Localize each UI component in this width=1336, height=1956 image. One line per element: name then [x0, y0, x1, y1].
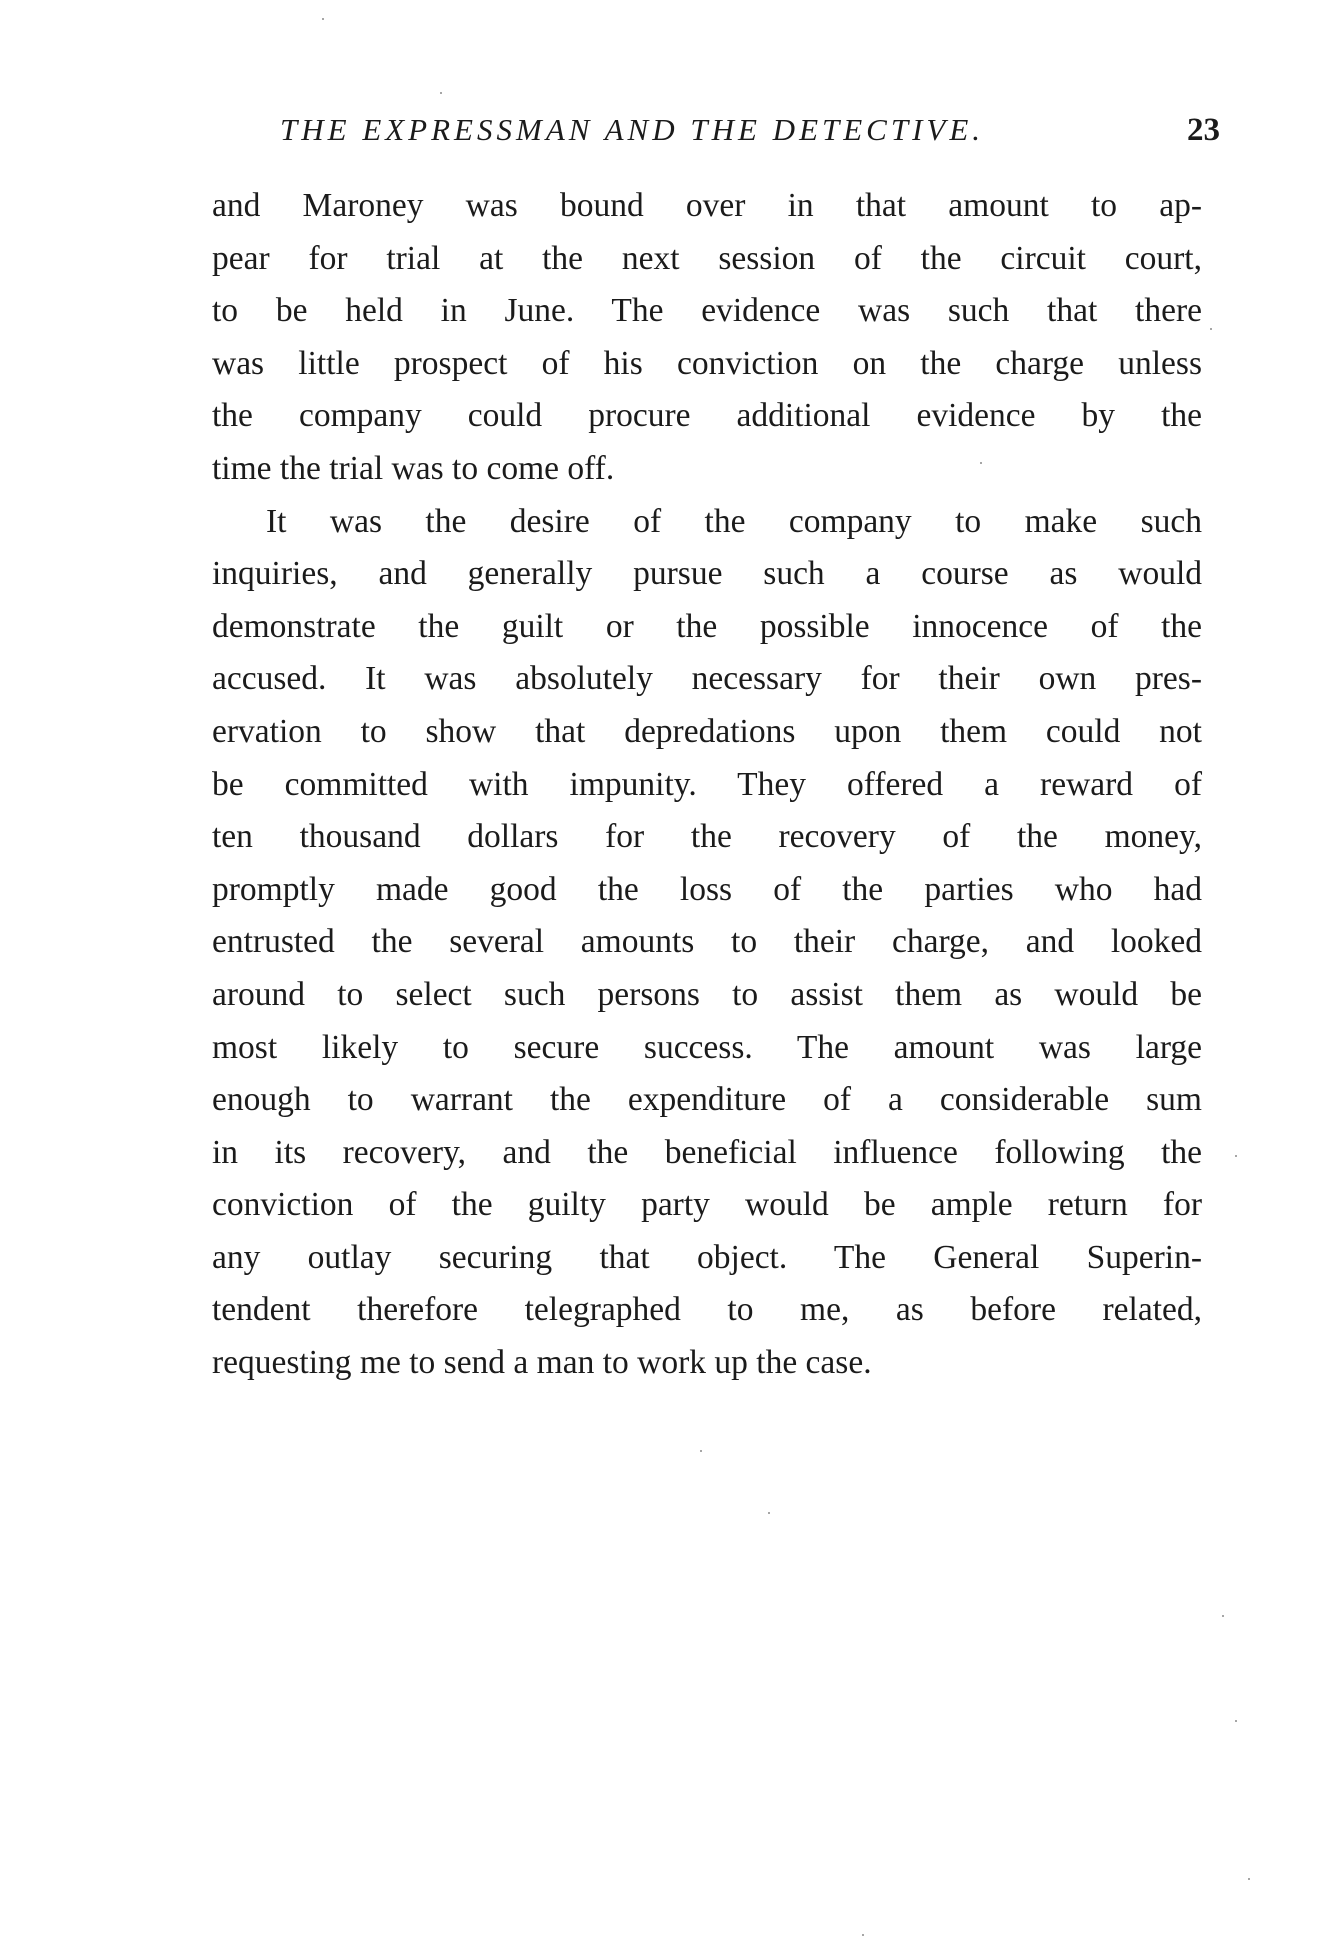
paper-speck: [862, 1934, 864, 1936]
running-title: THE EXPRESSMAN AND THE DETECTIVE.: [280, 112, 985, 147]
paper-speck: [700, 1450, 702, 1452]
paper-speck: [1235, 1155, 1237, 1157]
text-line: promptly made good the loss of the parties who had: [212, 870, 1202, 908]
text-line: requesting me to send a man to work up the case.: [212, 1344, 872, 1382]
page-number: 23: [1187, 112, 1220, 148]
text-line: accused. It was absolutely necessary for their own pres-: [212, 660, 1202, 698]
text-line: It was the desire of the company to make such: [266, 502, 1202, 540]
text-line: around to select such persons to assist them as would be: [212, 975, 1202, 1013]
text-line: in its recovery, and the beneficial influence following the: [212, 1133, 1202, 1171]
running-head: [280, 112, 1220, 162]
paper-speck: [980, 462, 982, 464]
paper-speck: [1210, 328, 1212, 330]
text-line: was little prospect of his conviction on the charge unless: [212, 344, 1202, 382]
text-line: most likely to secure success. The amount was large: [212, 1028, 1202, 1066]
text-line: demonstrate the guilt or the possible innocence of the: [212, 607, 1202, 645]
text-line: entrusted the several amounts to their charge, and looked: [212, 923, 1202, 961]
text-line: inquiries, and generally pursue such a course as would: [212, 555, 1202, 593]
text-line: time the trial was to come off.: [212, 449, 615, 487]
paragraph-1: [212, 180, 1202, 496]
text-line: any outlay securing that object. The General Superin-: [212, 1238, 1202, 1276]
paper-speck: [1235, 1720, 1237, 1722]
text-line: pear for trial at the next session of the circuit court,: [212, 239, 1202, 277]
text-line: be committed with impunity. They offered a reward of: [212, 765, 1202, 803]
text-line: ten thousand dollars for the recovery of the money,: [212, 818, 1202, 856]
body-text: [212, 180, 1202, 1390]
paper-speck: [1248, 1878, 1250, 1880]
paper-speck: [1222, 1615, 1224, 1617]
paper-speck: [768, 1512, 770, 1514]
paper-speck: [322, 18, 324, 20]
text-line: ervation to show that depredations upon them could not: [212, 712, 1202, 750]
paragraph-2: [212, 496, 1202, 1390]
text-line: conviction of the guilty party would be ample return for: [212, 1186, 1202, 1224]
text-line: enough to warrant the expenditure of a considerable sum: [212, 1081, 1202, 1119]
text-line: tendent therefore telegraphed to me, as before related,: [212, 1291, 1202, 1329]
text-line: the company could procure additional evidence by the: [212, 397, 1202, 435]
paper-speck: [440, 92, 442, 94]
text-line: to be held in June. The evidence was such that there: [212, 292, 1202, 330]
text-line: and Maroney was bound over in that amount to ap-: [212, 187, 1202, 224]
